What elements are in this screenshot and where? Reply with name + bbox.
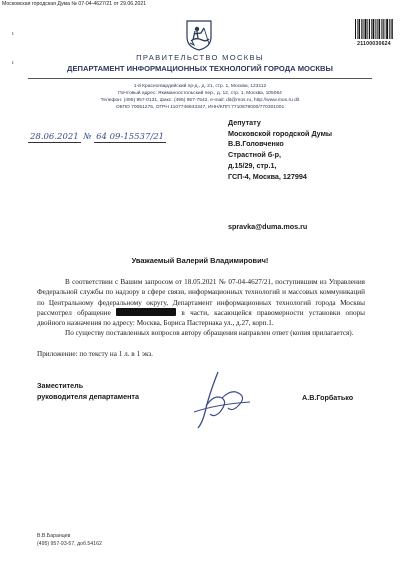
margin-mark: ı (12, 60, 14, 66)
document-registration-header: Московская городская Дума № 07-04-4627/21 от 29.06.2021 (2, 1, 147, 7)
recipient-line: Московской городской Думы (228, 128, 333, 138)
signatory-name: А.В.Горбатько (302, 393, 354, 402)
recipient-line: В.В.Головченко (228, 139, 284, 149)
recipient-line: Депутату (228, 118, 261, 127)
signatory-title-line: Заместитель (37, 381, 84, 390)
recipient-email: spravka@duma.mos.ru (228, 222, 308, 231)
recipient-line: Страстной б-р, (228, 150, 281, 160)
government-title: ПРАВИТЕЛЬСТВО МОСКВЫ (136, 53, 264, 62)
registry-codes-line: ОКПО 70051275, ОГРН 1107746943347, ИНН/КПП 7710878000/770301001 (115, 105, 285, 110)
recipient-line: д.15/29, стр.1, (228, 160, 277, 170)
body-paragraph (37, 277, 365, 328)
registration-number: 64 09-15537/21 (96, 132, 165, 142)
margin-mark: ı (12, 31, 14, 37)
body-text: в части, касающейся правомерности установки опоры двойного назначения по адресу: Москва, Бориса Пастернака ул., д.27, корп.1. (37, 308, 365, 328)
redacted-name (116, 308, 176, 316)
signatory-title (37, 381, 139, 402)
barcode-number: 21100030624 (357, 41, 391, 47)
executor-name: В.В.Баранцев (37, 533, 71, 539)
department-title: ДЕПАРТАМЕНТ ИНФОРМАЦИОННЫХ ТЕХНОЛОГИЙ ГОРОДА МОСКВЫ (67, 64, 333, 73)
moscow-coat-of-arms-icon (182, 19, 216, 51)
barcode (355, 19, 393, 39)
handwritten-signature (188, 368, 256, 432)
executor-info (37, 532, 102, 548)
signatory-title-line: руководителя департамента (37, 391, 139, 401)
postal-address-line: Почтовый адрес: Якиманоостольский пер., д. 12, стр. 1, Москва, 105064 (118, 91, 282, 96)
executor-phone: (495) 957-93-57, доб.54162 (37, 541, 102, 547)
body-paragraph: По существу поставленных вопросов автору обращения направлен ответ (копия прилагается). (65, 329, 354, 338)
letterhead-divider (28, 78, 372, 79)
outgoing-registration (28, 132, 166, 142)
registration-date: 28.06.2021 (30, 132, 79, 142)
address-line: 1-й Красногвардейский пр-д., д. 21, стр. 1, Москва, 123112 (133, 84, 267, 89)
recipient-block (228, 118, 332, 182)
attachment-note: Приложение: по тексту на 1 л. в 1 экз. (37, 350, 153, 358)
contacts-line: Телефон: (495) 957-0131, факс: (495) 957-7542, e-mail: dit@mos.ru, http://www.mos.ru dit (100, 98, 300, 103)
greeting: Уважаемый Валерий Владимирович! (131, 256, 269, 265)
body-text: В соответствии с Вашим запросом от 18.05.2021 № 07-04-4627/21, поступившим из Управления Федеральной службы по надзору в сфере связи, информационных технологий и массовых коммуникаций по Центральному федеральному округу, Департамент информационных технологий города Москвы рассмотрел обращение (37, 278, 365, 317)
registration-number-sign: № (83, 132, 92, 142)
recipient-line: ГСП-4, Москва, 127994 (228, 171, 307, 181)
letter-body (37, 277, 365, 339)
